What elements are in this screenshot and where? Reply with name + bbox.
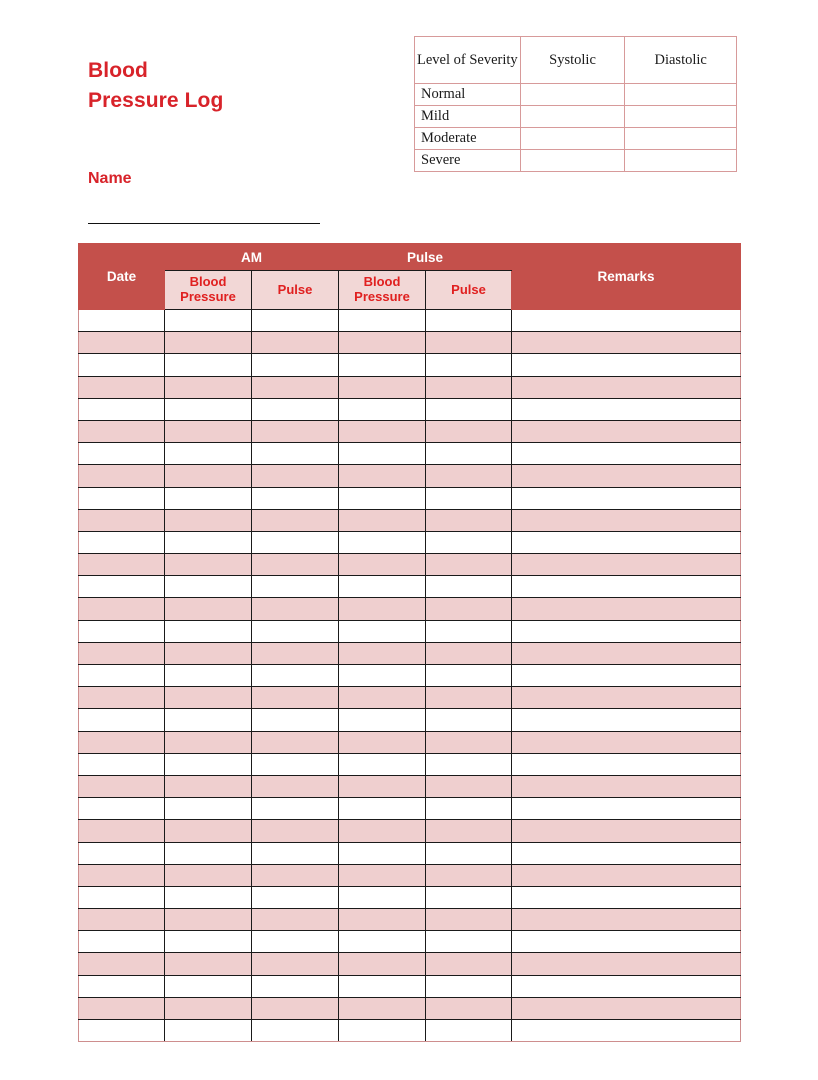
log-cell-blood-pressure-pm[interactable]: [339, 886, 426, 908]
log-cell-pulse-pm[interactable]: [426, 975, 512, 997]
log-cell-pulse-am[interactable]: [252, 798, 339, 820]
log-cell-pulse-am[interactable]: [252, 842, 339, 864]
severity-row-normal: [415, 84, 737, 106]
log-cell-blood-pressure-pm[interactable]: [339, 931, 426, 953]
log-cell-blood-pressure-am[interactable]: [165, 931, 252, 953]
log-table-row: [79, 642, 741, 664]
blood-pressure-log-table: [78, 243, 741, 1042]
log-cell-remarks[interactable]: [512, 687, 741, 709]
log-cell-pulse-am[interactable]: [252, 909, 339, 931]
log-cell-pulse-pm[interactable]: [426, 753, 512, 775]
document-title-line-2: Pressure Log: [88, 89, 224, 112]
log-cell-date[interactable]: [79, 465, 165, 487]
severity-systolic-moderate[interactable]: [520, 128, 625, 150]
log-cell-blood-pressure-pm[interactable]: [339, 665, 426, 687]
log-cell-date[interactable]: [79, 531, 165, 553]
log-table-row: [79, 931, 741, 953]
log-cell-remarks[interactable]: [512, 798, 741, 820]
log-cell-blood-pressure-am[interactable]: [165, 820, 252, 842]
severity-systolic-mild[interactable]: [520, 106, 625, 128]
log-cell-remarks[interactable]: [512, 886, 741, 908]
severity-diastolic-severe[interactable]: [625, 150, 737, 172]
log-cell-remarks[interactable]: [512, 909, 741, 931]
log-cell-date[interactable]: [79, 864, 165, 886]
log-cell-date[interactable]: [79, 554, 165, 576]
log-cell-blood-pressure-pm[interactable]: [339, 775, 426, 797]
log-cell-date[interactable]: [79, 487, 165, 509]
log-table-row: [79, 354, 741, 376]
log-cell-pulse-pm[interactable]: [426, 443, 512, 465]
log-cell-date[interactable]: [79, 1020, 165, 1042]
log-cell-blood-pressure-pm[interactable]: [339, 398, 426, 420]
log-cell-blood-pressure-pm[interactable]: [339, 1020, 426, 1042]
log-cell-date[interactable]: [79, 909, 165, 931]
log-cell-pulse-am[interactable]: [252, 731, 339, 753]
log-table-row: [79, 775, 741, 797]
log-cell-pulse-am[interactable]: [252, 487, 339, 509]
log-cell-remarks[interactable]: [512, 420, 741, 442]
log-cell-pulse-pm[interactable]: [426, 509, 512, 531]
log-cell-blood-pressure-pm[interactable]: [339, 531, 426, 553]
log-cell-date[interactable]: [79, 731, 165, 753]
log-cell-blood-pressure-am[interactable]: [165, 310, 252, 332]
log-cell-pulse-pm[interactable]: [426, 531, 512, 553]
log-cell-pulse-pm[interactable]: [426, 642, 512, 664]
log-header-am: AM: [165, 244, 339, 271]
log-cell-pulse-pm[interactable]: [426, 997, 512, 1019]
log-cell-pulse-pm[interactable]: [426, 1020, 512, 1042]
log-cell-pulse-pm[interactable]: [426, 487, 512, 509]
log-table-row: [79, 953, 741, 975]
log-cell-remarks[interactable]: [512, 753, 741, 775]
log-cell-pulse-pm[interactable]: [426, 820, 512, 842]
log-cell-pulse-am[interactable]: [252, 310, 339, 332]
log-table-row: [79, 598, 741, 620]
log-cell-pulse-am[interactable]: [252, 931, 339, 953]
log-cell-pulse-am[interactable]: [252, 420, 339, 442]
log-cell-pulse-am[interactable]: [252, 864, 339, 886]
log-table-row: [79, 864, 741, 886]
log-cell-remarks[interactable]: [512, 576, 741, 598]
log-cell-blood-pressure-am[interactable]: [165, 709, 252, 731]
log-cell-remarks[interactable]: [512, 709, 741, 731]
log-cell-blood-pressure-pm[interactable]: [339, 753, 426, 775]
log-cell-pulse-am[interactable]: [252, 665, 339, 687]
severity-row-severe: [415, 150, 737, 172]
log-cell-date[interactable]: [79, 975, 165, 997]
log-cell-date[interactable]: [79, 775, 165, 797]
log-cell-pulse-pm[interactable]: [426, 398, 512, 420]
log-cell-pulse-pm[interactable]: [426, 687, 512, 709]
log-cell-pulse-am[interactable]: [252, 620, 339, 642]
document-title-line-1: Blood: [88, 59, 148, 82]
severity-diastolic-normal[interactable]: [625, 84, 737, 106]
log-cell-blood-pressure-pm[interactable]: [339, 820, 426, 842]
log-cell-blood-pressure-am[interactable]: [165, 332, 252, 354]
log-cell-remarks[interactable]: [512, 376, 741, 398]
log-cell-pulse-pm[interactable]: [426, 886, 512, 908]
log-cell-blood-pressure-pm[interactable]: [339, 598, 426, 620]
log-cell-blood-pressure-pm[interactable]: [339, 709, 426, 731]
log-cell-date[interactable]: [79, 443, 165, 465]
log-cell-date[interactable]: [79, 820, 165, 842]
log-table-row: [79, 509, 741, 531]
log-cell-remarks[interactable]: [512, 310, 741, 332]
log-table-row: [79, 465, 741, 487]
log-cell-blood-pressure-pm[interactable]: [339, 487, 426, 509]
log-cell-date[interactable]: [79, 687, 165, 709]
log-cell-date[interactable]: [79, 886, 165, 908]
log-cell-remarks[interactable]: [512, 864, 741, 886]
log-cell-blood-pressure-am[interactable]: [165, 598, 252, 620]
log-table-row: [79, 798, 741, 820]
log-cell-remarks[interactable]: [512, 354, 741, 376]
log-cell-date[interactable]: [79, 509, 165, 531]
log-cell-blood-pressure-pm[interactable]: [339, 620, 426, 642]
log-cell-blood-pressure-am[interactable]: [165, 909, 252, 931]
log-cell-remarks[interactable]: [512, 642, 741, 664]
log-cell-pulse-am[interactable]: [252, 886, 339, 908]
log-cell-blood-pressure-am[interactable]: [165, 842, 252, 864]
log-cell-blood-pressure-am[interactable]: [165, 487, 252, 509]
log-cell-pulse-am[interactable]: [252, 820, 339, 842]
log-cell-remarks[interactable]: [512, 975, 741, 997]
log-cell-blood-pressure-pm[interactable]: [339, 953, 426, 975]
log-cell-pulse-am[interactable]: [252, 709, 339, 731]
log-cell-blood-pressure-am[interactable]: [165, 975, 252, 997]
log-cell-pulse-am[interactable]: [252, 642, 339, 664]
log-cell-remarks[interactable]: [512, 931, 741, 953]
log-cell-date[interactable]: [79, 953, 165, 975]
log-cell-remarks[interactable]: [512, 554, 741, 576]
severity-systolic-normal[interactable]: [520, 84, 625, 106]
log-cell-remarks[interactable]: [512, 531, 741, 553]
log-cell-date[interactable]: [79, 376, 165, 398]
log-table-row: [79, 420, 741, 442]
log-cell-blood-pressure-am[interactable]: [165, 753, 252, 775]
severity-diastolic-mild[interactable]: [625, 106, 737, 128]
log-cell-blood-pressure-pm[interactable]: [339, 909, 426, 931]
log-table-row: [79, 997, 741, 1019]
log-table-row: [79, 531, 741, 553]
log-cell-pulse-am[interactable]: [252, 376, 339, 398]
log-subheader-pulse-am: Pulse: [252, 271, 339, 310]
log-cell-pulse-pm[interactable]: [426, 420, 512, 442]
log-cell-pulse-am[interactable]: [252, 509, 339, 531]
severity-diastolic-moderate[interactable]: [625, 128, 737, 150]
log-cell-blood-pressure-pm[interactable]: [339, 642, 426, 664]
log-cell-date[interactable]: [79, 709, 165, 731]
log-cell-pulse-pm[interactable]: [426, 731, 512, 753]
log-cell-date[interactable]: [79, 420, 165, 442]
log-cell-blood-pressure-pm[interactable]: [339, 798, 426, 820]
log-cell-blood-pressure-pm[interactable]: [339, 842, 426, 864]
log-cell-blood-pressure-am[interactable]: [165, 731, 252, 753]
log-cell-date[interactable]: [79, 997, 165, 1019]
log-cell-date[interactable]: [79, 931, 165, 953]
log-cell-date[interactable]: [79, 598, 165, 620]
log-cell-remarks[interactable]: [512, 665, 741, 687]
log-table-row: [79, 820, 741, 842]
log-cell-remarks[interactable]: [512, 443, 741, 465]
log-cell-date[interactable]: [79, 842, 165, 864]
severity-body: [415, 84, 737, 172]
name-input-line[interactable]: [88, 223, 320, 224]
log-table-row: [79, 398, 741, 420]
log-cell-date[interactable]: [79, 310, 165, 332]
log-cell-blood-pressure-am[interactable]: [165, 398, 252, 420]
severity-systolic-severe[interactable]: [520, 150, 625, 172]
log-cell-date[interactable]: [79, 354, 165, 376]
log-header-date: Date: [79, 244, 165, 310]
log-cell-blood-pressure-pm[interactable]: [339, 554, 426, 576]
log-table-row: [79, 886, 741, 908]
log-table-row: [79, 731, 741, 753]
log-cell-blood-pressure-pm[interactable]: [339, 310, 426, 332]
log-cell-blood-pressure-pm[interactable]: [339, 420, 426, 442]
log-cell-pulse-pm[interactable]: [426, 376, 512, 398]
log-cell-pulse-pm[interactable]: [426, 909, 512, 931]
log-table-row: [79, 665, 741, 687]
log-table-row: [79, 576, 741, 598]
log-cell-date[interactable]: [79, 332, 165, 354]
severity-level-normal: Normal: [415, 84, 521, 106]
log-header-pulse-group: Pulse: [339, 244, 512, 271]
log-table-row: [79, 909, 741, 931]
log-cell-pulse-am[interactable]: [252, 576, 339, 598]
name-label: Name: [88, 170, 132, 187]
log-cell-pulse-am[interactable]: [252, 354, 339, 376]
log-table-row: [79, 842, 741, 864]
severity-level-moderate: Moderate: [415, 128, 521, 150]
log-cell-date[interactable]: [79, 620, 165, 642]
log-cell-blood-pressure-am[interactable]: [165, 509, 252, 531]
log-cell-blood-pressure-pm[interactable]: [339, 576, 426, 598]
log-cell-blood-pressure-pm[interactable]: [339, 864, 426, 886]
log-table-row: [79, 310, 741, 332]
severity-header-level: Level of Severity: [415, 37, 521, 84]
log-cell-blood-pressure-am[interactable]: [165, 798, 252, 820]
log-cell-blood-pressure-am[interactable]: [165, 531, 252, 553]
log-cell-pulse-am[interactable]: [252, 443, 339, 465]
log-cell-pulse-am[interactable]: [252, 687, 339, 709]
log-cell-pulse-am[interactable]: [252, 953, 339, 975]
log-cell-blood-pressure-pm[interactable]: [339, 975, 426, 997]
log-cell-pulse-pm[interactable]: [426, 598, 512, 620]
log-table-row: [79, 620, 741, 642]
log-cell-date[interactable]: [79, 798, 165, 820]
log-cell-blood-pressure-am[interactable]: [165, 554, 252, 576]
log-cell-blood-pressure-am[interactable]: [165, 354, 252, 376]
log-cell-remarks[interactable]: [512, 620, 741, 642]
log-cell-remarks[interactable]: [512, 332, 741, 354]
severity-header-row: [415, 37, 737, 84]
log-cell-pulse-pm[interactable]: [426, 465, 512, 487]
severity-header-systolic: Systolic: [520, 37, 625, 84]
log-cell-pulse-pm[interactable]: [426, 354, 512, 376]
log-cell-pulse-am[interactable]: [252, 554, 339, 576]
log-cell-pulse-pm[interactable]: [426, 620, 512, 642]
log-table-head: [79, 244, 741, 310]
log-cell-pulse-pm[interactable]: [426, 709, 512, 731]
log-cell-pulse-pm[interactable]: [426, 953, 512, 975]
log-header-remarks: Remarks: [512, 244, 741, 310]
log-cell-blood-pressure-am[interactable]: [165, 687, 252, 709]
document-title-block: [88, 56, 388, 116]
log-cell-pulse-am[interactable]: [252, 598, 339, 620]
severity-reference-table: [414, 36, 737, 172]
log-cell-pulse-am[interactable]: [252, 1020, 339, 1042]
log-cell-remarks[interactable]: [512, 731, 741, 753]
log-cell-blood-pressure-am[interactable]: [165, 576, 252, 598]
log-cell-blood-pressure-am[interactable]: [165, 886, 252, 908]
log-cell-date[interactable]: [79, 642, 165, 664]
log-cell-pulse-am[interactable]: [252, 775, 339, 797]
log-cell-date[interactable]: [79, 398, 165, 420]
log-cell-blood-pressure-am[interactable]: [165, 420, 252, 442]
log-cell-remarks[interactable]: [512, 465, 741, 487]
log-table-row: [79, 332, 741, 354]
log-cell-pulse-am[interactable]: [252, 398, 339, 420]
log-subheader-blood-pressure-am: Blood Pressure: [165, 271, 252, 310]
log-table-row: [79, 554, 741, 576]
log-group-header-row: [79, 244, 741, 271]
severity-row-moderate: [415, 128, 737, 150]
log-cell-remarks[interactable]: [512, 997, 741, 1019]
log-cell-remarks[interactable]: [512, 775, 741, 797]
log-subheader-blood-pressure-pm: Blood Pressure: [339, 271, 426, 310]
severity-header-diastolic: Diastolic: [625, 37, 737, 84]
log-cell-blood-pressure-am[interactable]: [165, 443, 252, 465]
log-table-row: [79, 1020, 741, 1042]
log-cell-blood-pressure-pm[interactable]: [339, 332, 426, 354]
log-cell-pulse-am[interactable]: [252, 997, 339, 1019]
log-cell-blood-pressure-am[interactable]: [165, 953, 252, 975]
log-cell-pulse-am[interactable]: [252, 531, 339, 553]
log-cell-blood-pressure-pm[interactable]: [339, 687, 426, 709]
log-cell-remarks[interactable]: [512, 509, 741, 531]
log-cell-pulse-am[interactable]: [252, 753, 339, 775]
log-cell-remarks[interactable]: [512, 953, 741, 975]
log-table-row: [79, 975, 741, 997]
log-cell-remarks[interactable]: [512, 487, 741, 509]
log-cell-blood-pressure-pm[interactable]: [339, 443, 426, 465]
log-table-row: [79, 376, 741, 398]
log-cell-pulse-pm[interactable]: [426, 775, 512, 797]
log-cell-pulse-pm[interactable]: [426, 798, 512, 820]
log-table-row: [79, 687, 741, 709]
log-table-row: [79, 443, 741, 465]
log-cell-pulse-am[interactable]: [252, 975, 339, 997]
log-cell-blood-pressure-pm[interactable]: [339, 354, 426, 376]
log-cell-remarks[interactable]: [512, 1020, 741, 1042]
log-table-body: [79, 310, 741, 1042]
log-cell-blood-pressure-am[interactable]: [165, 620, 252, 642]
log-cell-pulse-pm[interactable]: [426, 554, 512, 576]
log-cell-blood-pressure-am[interactable]: [165, 997, 252, 1019]
log-cell-blood-pressure-pm[interactable]: [339, 731, 426, 753]
log-cell-date[interactable]: [79, 753, 165, 775]
log-cell-pulse-pm[interactable]: [426, 332, 512, 354]
severity-level-severe: Severe: [415, 150, 521, 172]
log-cell-blood-pressure-pm[interactable]: [339, 376, 426, 398]
log-table-row: [79, 709, 741, 731]
log-cell-pulse-am[interactable]: [252, 465, 339, 487]
log-cell-remarks[interactable]: [512, 820, 741, 842]
log-subheader-pulse-pm: Pulse: [426, 271, 512, 310]
log-cell-pulse-pm[interactable]: [426, 931, 512, 953]
log-cell-pulse-pm[interactable]: [426, 310, 512, 332]
log-cell-pulse-pm[interactable]: [426, 842, 512, 864]
log-cell-pulse-pm[interactable]: [426, 665, 512, 687]
log-table-row: [79, 753, 741, 775]
log-cell-remarks[interactable]: [512, 598, 741, 620]
log-cell-blood-pressure-am[interactable]: [165, 376, 252, 398]
log-cell-pulse-pm[interactable]: [426, 576, 512, 598]
severity-row-mild: [415, 106, 737, 128]
log-table-row: [79, 487, 741, 509]
log-cell-remarks[interactable]: [512, 398, 741, 420]
severity-level-mild: Mild: [415, 106, 521, 128]
log-cell-blood-pressure-pm[interactable]: [339, 997, 426, 1019]
log-cell-blood-pressure-am[interactable]: [165, 775, 252, 797]
log-cell-remarks[interactable]: [512, 842, 741, 864]
log-cell-pulse-am[interactable]: [252, 332, 339, 354]
log-cell-pulse-pm[interactable]: [426, 864, 512, 886]
log-cell-blood-pressure-am[interactable]: [165, 665, 252, 687]
log-cell-blood-pressure-pm[interactable]: [339, 509, 426, 531]
log-cell-blood-pressure-am[interactable]: [165, 1020, 252, 1042]
log-cell-blood-pressure-am[interactable]: [165, 642, 252, 664]
log-cell-blood-pressure-am[interactable]: [165, 864, 252, 886]
log-cell-date[interactable]: [79, 665, 165, 687]
log-cell-blood-pressure-am[interactable]: [165, 465, 252, 487]
log-cell-date[interactable]: [79, 576, 165, 598]
log-cell-blood-pressure-pm[interactable]: [339, 465, 426, 487]
